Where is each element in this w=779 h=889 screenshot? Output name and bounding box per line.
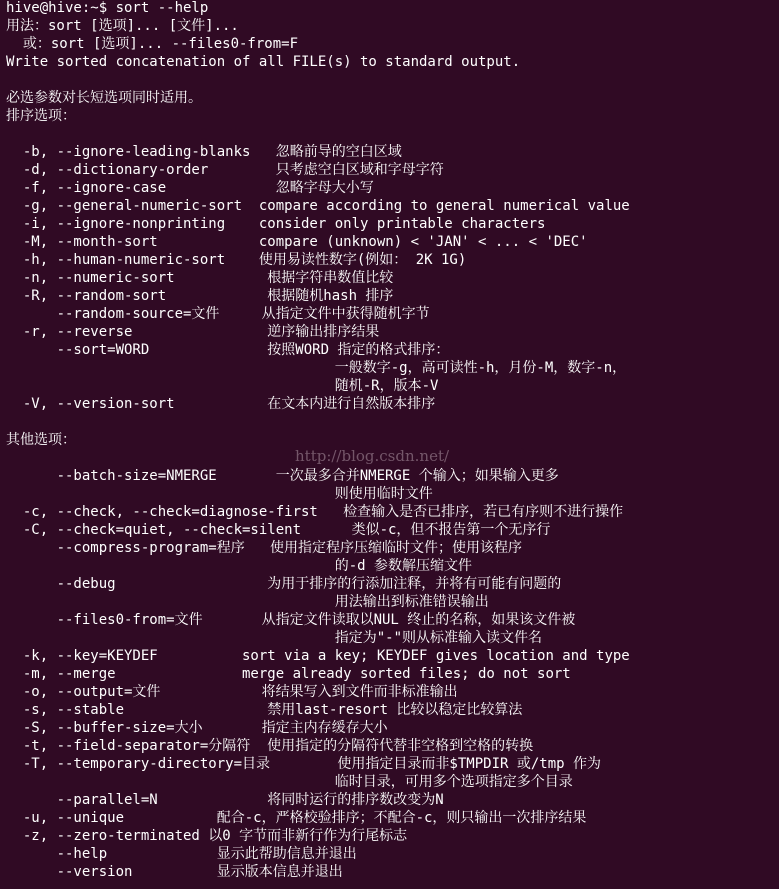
terminal-output-line: -g, --general-numeric-sort compare according to general numerical value: [6, 198, 630, 214]
terminal-output-line: 的-d 参数解压缩文件: [6, 558, 473, 574]
terminal-output-line: -s, --stable 禁用last-resort 比较以稳定比较算法: [6, 702, 523, 718]
terminal-output-line: -R, --random-sort 根据随机hash 排序: [6, 288, 394, 304]
terminal-output-line: -d, --dictionary-order 只考虑空白区域和字母字符: [6, 162, 444, 178]
terminal-output-line: -z, --zero-terminated 以0 字节而非新行作为行尾标志: [6, 828, 408, 844]
terminal-output-line: --sort=WORD 按照WORD 指定的格式排序：: [6, 342, 450, 358]
terminal-output-line: -f, --ignore-case 忽略字母大小写: [6, 180, 374, 196]
command-prompt-line: hive@hive:~$ sort --help: [6, 0, 209, 16]
terminal-output-line: -C, --check=quiet, --check=silent 类似-c，但不报告第一个无序行: [6, 522, 551, 538]
watermark-text: http://blog.csdn.net/: [295, 447, 450, 465]
terminal-output-line: -o, --output=文件 将结果写入到文件而非标准输出: [6, 684, 458, 700]
terminal-output-line: -h, --human-numeric-sort 使用易读性数字(例如： 2K 1G): [6, 252, 467, 268]
terminal-output-line: 其他选项：: [6, 432, 76, 448]
terminal-output-line: --compress-program=程序 使用指定程序压缩临时文件；使用该程序: [6, 540, 523, 556]
terminal-output-line: -S, --buffer-size=大小 指定主内存缓存大小: [6, 720, 388, 736]
terminal-output-line: 必选参数对长短选项同时适用。: [6, 90, 202, 106]
terminal-output-line: -u, --unique 配合-c，严格校验排序；不配合-c，则只输出一次排序结果: [6, 810, 587, 826]
terminal-output-line: -k, --key=KEYDEF sort via a key; KEYDEF gives location and type: [6, 648, 630, 664]
terminal-output-line: -i, --ignore-nonprinting consider only printable characters: [6, 216, 546, 232]
terminal-output-line: 则使用临时文件: [6, 486, 433, 502]
terminal-output-line: -r, --reverse 逆序输出排序结果: [6, 324, 380, 340]
terminal-output-line: 一般数字-g，高可读性-h，月份-M，数字-n，: [6, 360, 627, 376]
terminal-output-line: 或：sort [选项]... --files0-from=F: [6, 36, 299, 52]
terminal-output-line: --parallel=N 将同时运行的排序数改变为N: [6, 792, 444, 808]
terminal-output-line: -T, --temporary-directory=目录 使用指定目录而非$TMPDIR 或/tmp 作为: [6, 756, 602, 772]
terminal-output-line: 指定为"-"则从标准输入读文件名: [6, 630, 543, 646]
terminal-output-line: --random-source=文件 从指定文件中获得随机字节: [6, 306, 430, 322]
terminal-output-line: 用法：sort [选项]... [文件]...: [6, 18, 239, 34]
terminal-output-line: -m, --merge merge already sorted files; do not sort: [6, 666, 571, 682]
terminal-output-line: -b, --ignore-leading-blanks 忽略前导的空白区域: [6, 144, 402, 160]
terminal-output-line: --files0-from=文件 从指定文件读取以NUL 终止的名称，如果该文件被: [6, 612, 576, 628]
terminal-output-line: -t, --field-separator=分隔符 使用指定的分隔符代替非空格到空格的转换: [6, 738, 534, 754]
terminal-output-line: 临时目录，可用多个选项指定多个目录: [6, 774, 573, 790]
terminal-output-line: -n, --numeric-sort 根据字符串数值比较: [6, 270, 394, 286]
terminal-output-line: 随机-R，版本-V: [6, 378, 439, 394]
terminal-output-line: --version 显示版本信息并退出: [6, 864, 343, 880]
terminal-output-line: --debug 为用于排序的行添加注释，并将有可能有问题的: [6, 576, 562, 592]
terminal-output-line: -V, --version-sort 在文本内进行自然版本排序: [6, 396, 436, 412]
terminal-output-line: 排序选项：: [6, 108, 76, 124]
terminal-output-line: --batch-size=NMERGE 一次最多合并NMERGE 个输入；如果输入更多: [6, 468, 559, 484]
terminal-output-line: -M, --month-sort compare (unknown) < 'JAN' < ... < 'DEC': [6, 234, 588, 250]
terminal-output-line: --help 显示此帮助信息并退出: [6, 846, 357, 862]
terminal-output-line: Write sorted concatenation of all FILE(s) to standard output.: [6, 54, 521, 70]
terminal-output-line: 用法输出到标准错误输出: [6, 594, 489, 610]
terminal-output-line: -c, --check, --check=diagnose-first 检查输入是否已排序，若已有序则不进行操作: [6, 504, 624, 520]
